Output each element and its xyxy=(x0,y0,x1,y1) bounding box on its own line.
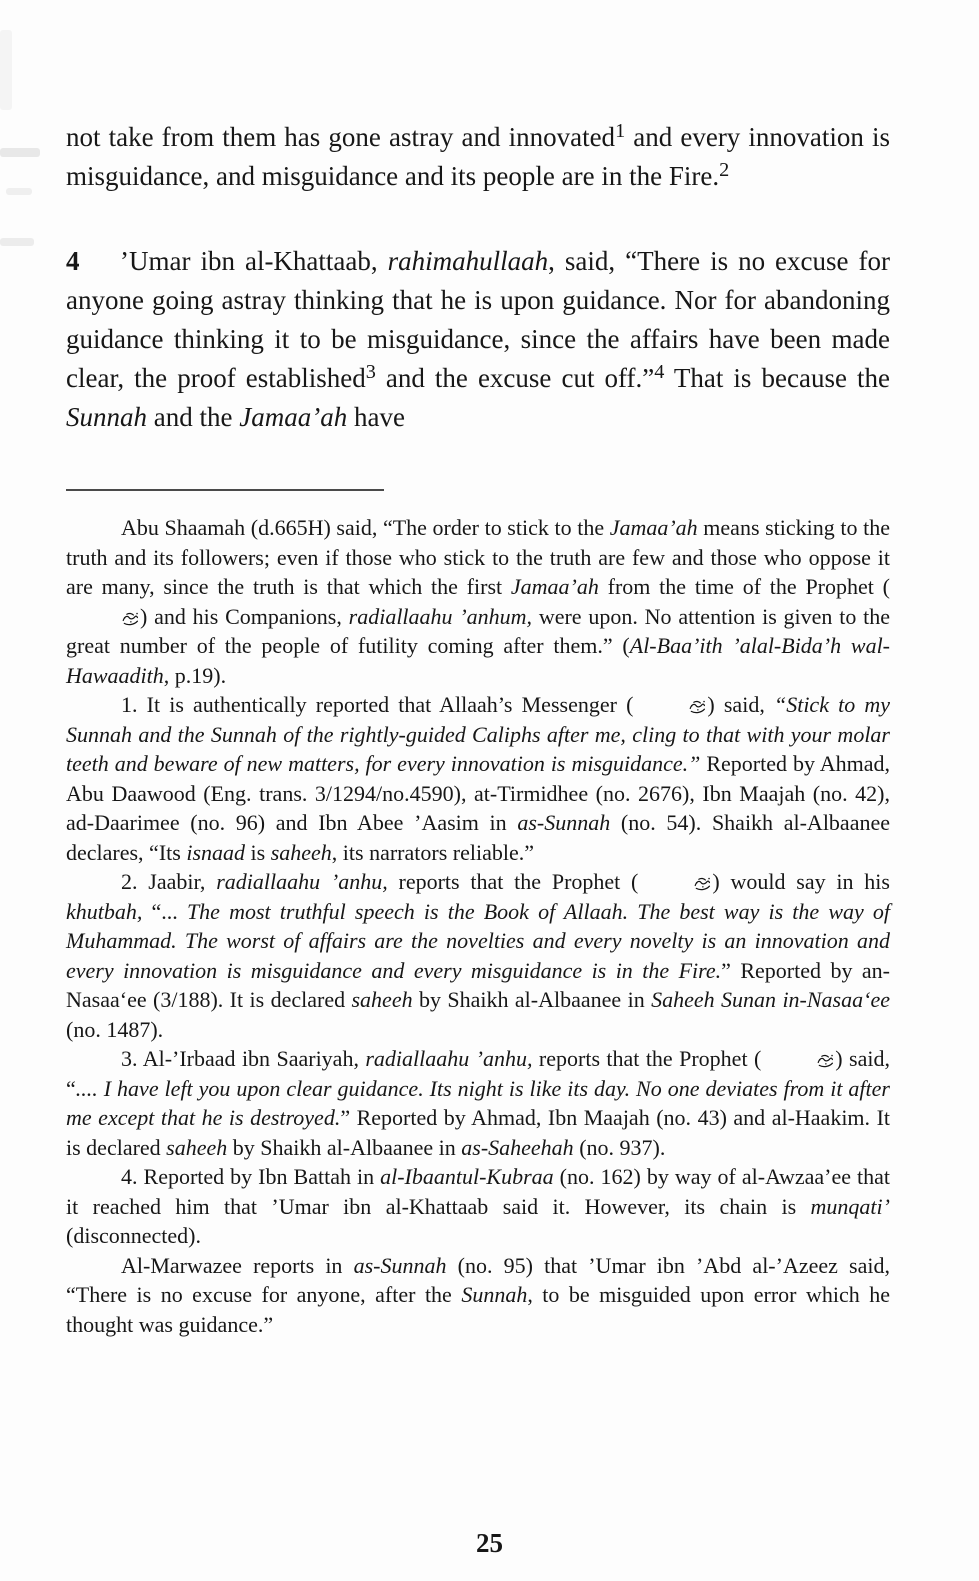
page-number: 25 xyxy=(476,1528,503,1558)
footnote-1: 1. It is authentically reported that Allaah’s Messenger ( ) said, “Stick to my Sunnah and the Sunnah of the rightly-guided Caliphs after me, cling to that with your molar teeth and beware of new matters, for every innovation is misguidance.” Reported by Ahmad, Abu Daawood (Eng. trans. 3/1294/no.4590), at-Tirmidhee (no. 2676), Ibn Maajah (no. 42), ad-Daarimee (no. 96) and Ibn Abee ’Aasim in as-Sunnah (no. 54). Shaikh al-Albaanee declares, “Its isnaad is saheeh, its narrators reliable.” xyxy=(66,692,891,865)
item-4-text: ’Umar ibn al-Khattaab, rahimahullaah, said, “There is no excuse for anyone going astray thinking that he is upon guidance. Nor for abandoning guidance thinking it to be misguidance, since the affairs have been made clear, the proof established$^3$ and the excuse cut off.”$^4$ That is because the Sunnah and the Jamaa’ah have xyxy=(66,246,890,432)
prophet-salutation-icon xyxy=(633,699,707,715)
prophet-salutation-icon xyxy=(66,611,140,627)
scan-artifact xyxy=(0,238,34,246)
footnote-4-continued: Al-Marwazee reports in as-Sunnah (no. 95) that ’Umar ibn ’Abd al-’Azeez said, “There is no excuse for anyone, after the Sunnah, to be misguided upon error which he thought was guidance.” xyxy=(66,1252,891,1337)
scan-artifact xyxy=(0,30,12,110)
item-number-4: 4 xyxy=(66,246,80,276)
main-paragraph-continuation: not take from them has gone astray and innovated$^1$ and every innovation is misguidance, and misguidance and its people are in the Fire.$^2$ xyxy=(66,119,890,191)
footnote-3: 3. Al-’Irbaad ibn Saariyah, radiallaahu ’anhu, reports that the Prophet ( ) said, “.... I have left you upon clear guidance. Its night is like its day. No one deviates from it after me except that he is destroyed.” Reported by Ahmad, Ibn Maajah (no. 43) and al-Haakim. It is declared saheeh by Shaikh al-Albaanee in as-Saheehah (no. 937). xyxy=(66,1046,891,1160)
scan-artifact xyxy=(6,188,32,195)
text-block xyxy=(66,118,890,1339)
footnotes-section xyxy=(66,513,890,1339)
footnote-separator-rule xyxy=(66,489,384,491)
scan-artifact xyxy=(0,148,40,157)
prophet-salutation-icon xyxy=(761,1053,835,1069)
footnote-2: 2. Jaabir, radiallaahu ’anhu, reports that the Prophet ( ) would say in his khutbah, “... The most truthful speech is the Book of Allaah. The best way is the way of Muhammad. The worst of affairs are the novelties and every novelty is an innovation and every innovation is misguidance and every misguidance is in the Fire.” Reported by an-Nasaa‘ee (3/188). It is declared saheeh by Shaikh al-Albaanee in Saheeh Sunan in-Nasaa‘ee (no. 1487). xyxy=(66,869,891,1042)
prophet-salutation-icon xyxy=(638,876,712,892)
footnote-continuation: Abu Shaamah (d.665H) said, “The order to stick to the Jamaa’ah means sticking to the truth and its followers; even if those who stick to the truth are few and those who oppose it are many, since the truth is that which the first Jamaa’ah from the time of the Prophet () and his Companions, radiallaahu ’anhum, were upon. No attention is given to the great number of the people of futility coming after them.” (Al-Baa’ith ’alal-Bida’h wal-Hawaadith, p.19). xyxy=(66,515,891,688)
footnote-4: 4. Reported by Ibn Battah in al-Ibaantul-Kubraa (no. 162) by way of al-Awzaa’ee that it reached him that ’Umar ibn al-Khattaab said it. However, its chain is munqati’ (disconnected). xyxy=(66,1164,891,1248)
main-paragraph-item-4 xyxy=(66,242,890,437)
